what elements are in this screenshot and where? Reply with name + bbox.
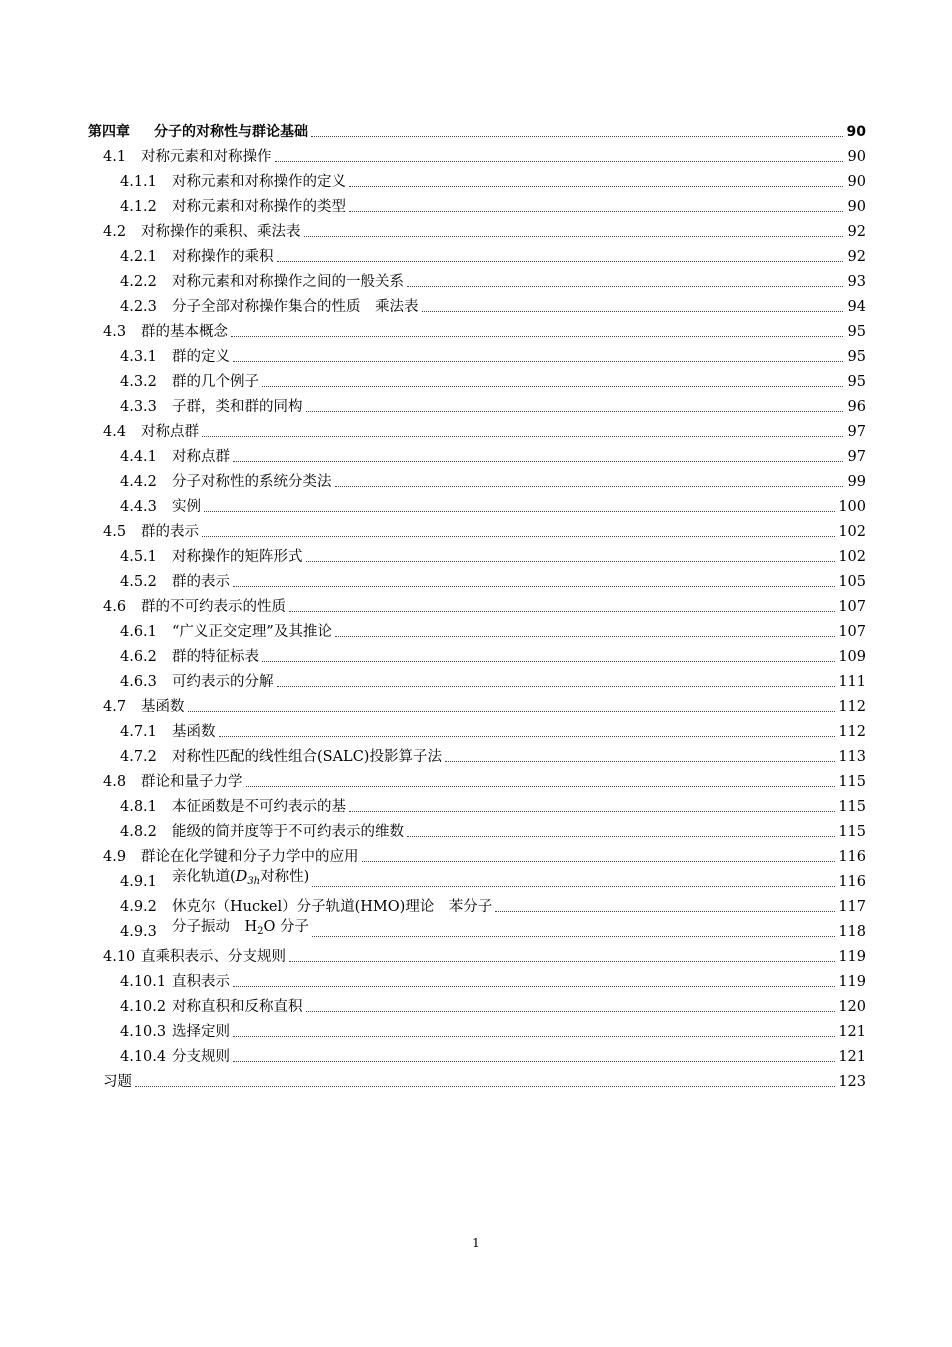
dot-leader xyxy=(422,311,844,312)
toc-entry-title: 群论和量子力学 xyxy=(141,774,243,790)
toc-entry-title: 对称元素和对称操作之间的一般关系 xyxy=(172,274,404,290)
toc-entry[interactable] xyxy=(88,566,866,591)
toc-entry[interactable] xyxy=(88,216,866,241)
toc-entry-title: 分子的对称性与群论基础 xyxy=(154,124,308,140)
toc-entry-title: 子群，类和群的同构 xyxy=(172,399,303,415)
toc-entry-title: 分支规则 xyxy=(172,1049,230,1065)
toc-entry-title: 可约表示的分解 xyxy=(172,674,274,690)
toc-entry-page: 115 xyxy=(838,799,866,815)
toc-entry[interactable] xyxy=(88,1016,866,1041)
toc-entry-title: 对称元素和对称操作 xyxy=(141,149,272,165)
toc-entry-page: 92 xyxy=(847,224,866,240)
toc-entry-number: 4.6.3 xyxy=(120,674,157,690)
dot-leader xyxy=(204,511,835,512)
toc-entry-number: 4.5.1 xyxy=(120,549,157,565)
toc-entry[interactable] xyxy=(88,1041,866,1066)
toc-entry-title: 实例 xyxy=(172,499,201,515)
dot-leader xyxy=(445,761,835,762)
toc-entry-page: 102 xyxy=(838,524,866,540)
toc-entry-title: 直乘积表示、分支规则 xyxy=(141,949,286,965)
dot-leader xyxy=(289,961,835,962)
toc-entry-number: 4.6 xyxy=(103,599,127,615)
toc-entry-number: 4.10.3 xyxy=(120,1024,167,1040)
toc-entry-page: 115 xyxy=(838,824,866,840)
toc-entry-number: 4.10.2 xyxy=(120,999,167,1015)
toc-entry-title: 对称点群 xyxy=(172,449,230,465)
toc-entry[interactable] xyxy=(88,1066,866,1091)
toc-entry-number: 4.1 xyxy=(103,149,127,165)
dot-leader xyxy=(231,336,843,337)
toc-entry[interactable] xyxy=(88,366,866,391)
dot-leader xyxy=(289,611,835,612)
toc-entry-number: 第四章 xyxy=(88,124,130,140)
dot-leader xyxy=(277,686,836,687)
toc-entry[interactable] xyxy=(88,141,866,166)
dot-leader xyxy=(275,161,844,162)
toc-entry-number: 4.5 xyxy=(103,524,127,540)
toc-entry-title: 对称元素和对称操作的类型 xyxy=(172,199,346,215)
toc-entry[interactable] xyxy=(88,841,866,866)
toc-entry[interactable] xyxy=(88,491,866,516)
toc-entry-title: 对称操作的矩阵形式 xyxy=(172,549,303,565)
dot-leader xyxy=(202,536,835,537)
toc-entry-page: 111 xyxy=(838,674,866,690)
toc-entry[interactable] xyxy=(88,341,866,366)
dot-leader xyxy=(233,986,835,987)
toc-entry-number: 4.9.3 xyxy=(120,924,157,940)
toc-entry-number: 4.2.2 xyxy=(120,274,157,290)
toc-entry[interactable] xyxy=(88,591,866,616)
toc-entry[interactable] xyxy=(88,291,866,316)
toc-entry-title: 群的特征标表 xyxy=(172,649,259,665)
toc-entry-number: 4.9 xyxy=(103,849,127,865)
toc-entry-title: 群的表示 xyxy=(141,524,199,540)
toc-entry-number: 4.7.2 xyxy=(120,749,157,765)
toc-entry[interactable] xyxy=(88,441,866,466)
toc-entry-page: 115 xyxy=(838,774,866,790)
toc-entry[interactable] xyxy=(88,966,866,991)
dot-leader xyxy=(335,636,835,637)
toc-entry-title: 基函数 xyxy=(141,699,185,715)
toc-entry-title: 群的不可约表示的性质 xyxy=(141,599,286,615)
dot-leader xyxy=(349,811,835,812)
toc-entry-page: 96 xyxy=(847,399,866,415)
dot-leader xyxy=(262,661,835,662)
toc-entry-page: 112 xyxy=(838,724,866,740)
toc-entry-title: 基函数 xyxy=(172,724,216,740)
dot-leader xyxy=(335,486,844,487)
toc-entry-number: 4.1.1 xyxy=(120,174,157,190)
toc-entry-number: 4.8.1 xyxy=(120,799,157,815)
toc-entry-number: 4.2.1 xyxy=(120,249,157,265)
toc-entry-number: 4.8 xyxy=(103,774,127,790)
toc-entry-title: 群的几个例子 xyxy=(172,374,259,390)
toc-entry-number: 4.9.1 xyxy=(120,874,157,890)
dot-leader xyxy=(135,1086,835,1087)
toc-entry-number: 4.10.4 xyxy=(120,1049,167,1065)
toc-entry-page: 102 xyxy=(838,549,866,565)
toc-entry-title: 对称直积和反称直积 xyxy=(172,999,303,1015)
toc-entry[interactable] xyxy=(88,691,866,716)
toc-entry-title: 群的定义 xyxy=(172,349,230,365)
toc-entry-page: 95 xyxy=(847,374,866,390)
toc-entry[interactable] xyxy=(88,391,866,416)
dot-leader xyxy=(312,936,835,937)
toc-entry[interactable] xyxy=(88,641,866,666)
toc-entry-number: 4.3.2 xyxy=(120,374,157,390)
dot-leader xyxy=(233,461,843,462)
toc-entry-page: 117 xyxy=(838,899,866,915)
toc-entry-page: 121 xyxy=(838,1024,866,1040)
toc-entry-number: 4.2.3 xyxy=(120,299,157,315)
toc-entry-page: 95 xyxy=(847,324,866,340)
toc-entry-page: 95 xyxy=(847,349,866,365)
toc-entry[interactable] xyxy=(88,241,866,266)
toc-entry-title: 能级的简并度等于不可约表示的维数 xyxy=(172,824,404,840)
toc-entry-title: 对称操作的乘积 xyxy=(172,249,274,265)
toc-entry[interactable] xyxy=(88,866,866,891)
toc-entry[interactable] xyxy=(88,766,866,791)
toc-entry-page: 121 xyxy=(838,1049,866,1065)
toc-entry-title: 群的表示 xyxy=(172,574,230,590)
toc-entry-number: 4.1.2 xyxy=(120,199,157,215)
dot-leader xyxy=(304,236,844,237)
dot-leader xyxy=(219,736,836,737)
toc-entry-page: 119 xyxy=(838,974,866,990)
toc-entry-title: 选择定则 xyxy=(172,1024,230,1040)
dot-leader xyxy=(306,1011,836,1012)
toc-entry-title: “广义正交定理”及其推论 xyxy=(172,624,332,640)
toc-entry-number: 4.6.1 xyxy=(120,624,157,640)
toc-entry-number: 4.3.1 xyxy=(120,349,157,365)
toc-entry-number: 4.4 xyxy=(103,424,127,440)
dot-leader xyxy=(495,911,835,912)
dot-leader xyxy=(188,711,836,712)
page-number: 1 xyxy=(472,1236,480,1250)
toc-entry-title: 亲化轨道($D_{3h}$对称性) xyxy=(172,869,310,887)
toc-entry-title: 对称性匹配的线性组合(SALC)投影算子法 xyxy=(172,749,442,765)
dot-leader xyxy=(312,886,835,887)
toc-entry-page: 112 xyxy=(838,699,866,715)
toc-entry[interactable] xyxy=(88,941,866,966)
dot-leader xyxy=(407,286,843,287)
toc-entry[interactable] xyxy=(88,741,866,766)
toc-entry-page: 97 xyxy=(847,424,866,440)
toc-entry[interactable] xyxy=(88,816,866,841)
dot-leader xyxy=(349,211,843,212)
dot-leader xyxy=(202,436,843,437)
toc-entry[interactable] xyxy=(88,791,866,816)
toc-entry[interactable] xyxy=(88,316,866,341)
dot-leader xyxy=(311,136,843,137)
toc-entry-page: 90 xyxy=(847,174,866,190)
toc-entry-number: 4.10.1 xyxy=(120,974,167,990)
toc-entry-number: 4.9.2 xyxy=(120,899,157,915)
dot-leader xyxy=(407,836,835,837)
toc-entry[interactable] xyxy=(88,266,866,291)
toc-entry-page: 90 xyxy=(846,124,866,140)
dot-leader xyxy=(262,386,843,387)
toc-entry-page: 123 xyxy=(838,1074,866,1090)
dot-leader xyxy=(233,1036,835,1037)
toc-entry-title: 群论在化学键和分子力学中的应用 xyxy=(141,849,359,865)
toc-entry-number: 4.3.3 xyxy=(120,399,157,415)
dot-leader xyxy=(233,361,843,362)
toc-entry[interactable] xyxy=(88,416,866,441)
toc-entry-title: 休克尔（Huckel）分子轨道(HMO)理论 苯分子 xyxy=(172,899,493,915)
toc-entry-number: 4.5.2 xyxy=(120,574,157,590)
toc-entry[interactable] xyxy=(88,516,866,541)
toc-entry[interactable] xyxy=(88,466,866,491)
dot-leader xyxy=(362,861,836,862)
toc-entry[interactable] xyxy=(88,716,866,741)
toc-entry-number: 4.7.1 xyxy=(120,724,157,740)
toc-entry[interactable] xyxy=(88,166,866,191)
toc-entry-page: 94 xyxy=(847,299,866,315)
toc-entry-title: 本征函数是不可约表示的基 xyxy=(172,799,346,815)
toc-entry-page: 120 xyxy=(838,999,866,1015)
toc-entry-number: 4.4.3 xyxy=(120,499,157,515)
table-of-contents xyxy=(88,116,866,1091)
toc-entry[interactable] xyxy=(88,616,866,641)
toc-entry[interactable] xyxy=(88,891,866,916)
toc-entry-title: 分子对称性的系统分类法 xyxy=(172,474,332,490)
toc-entry-page: 109 xyxy=(838,649,866,665)
toc-entry-title: 群的基本概念 xyxy=(141,324,228,340)
toc-entry-title: 对称操作的乘积、乘法表 xyxy=(141,224,301,240)
toc-entry-number: 4.8.2 xyxy=(120,824,157,840)
toc-entry-page: 90 xyxy=(847,199,866,215)
toc-entry[interactable] xyxy=(88,116,866,141)
toc-entry-page: 93 xyxy=(847,274,866,290)
toc-entry-number: 4.2 xyxy=(103,224,127,240)
toc-entry-page: 113 xyxy=(838,749,866,765)
toc-entry-page: 119 xyxy=(838,949,866,965)
toc-entry-number: 4.10 xyxy=(103,949,136,965)
toc-entry-title: 习题 xyxy=(103,1074,132,1090)
toc-entry-number: 4.4.2 xyxy=(120,474,157,490)
dot-leader xyxy=(306,561,836,562)
toc-entry-title: 对称元素和对称操作的定义 xyxy=(172,174,346,190)
toc-entry-number: 4.7 xyxy=(103,699,127,715)
toc-entry[interactable] xyxy=(88,991,866,1016)
toc-entry-page: 118 xyxy=(838,924,866,940)
toc-entry-page: 105 xyxy=(838,574,866,590)
toc-entry[interactable] xyxy=(88,541,866,566)
dot-leader xyxy=(306,411,844,412)
toc-entry[interactable] xyxy=(88,916,866,941)
toc-entry-page: 107 xyxy=(838,599,866,615)
dot-leader xyxy=(246,786,836,787)
toc-entry-page: 116 xyxy=(838,874,866,890)
dot-leader xyxy=(277,261,844,262)
toc-entry-number: 4.6.2 xyxy=(120,649,157,665)
dot-leader xyxy=(349,186,843,187)
toc-entry-page: 97 xyxy=(847,449,866,465)
toc-entry-page: 100 xyxy=(838,499,866,515)
toc-entry-title: 分子全部对称操作集合的性质 乘法表 xyxy=(172,299,419,315)
toc-entry-title: 分子振动 $H_2O$ 分子 xyxy=(172,919,310,937)
toc-entry-number: 4.4.1 xyxy=(120,449,157,465)
toc-entry-title: 对称点群 xyxy=(141,424,199,440)
toc-entry-page: 90 xyxy=(847,149,866,165)
dot-leader xyxy=(233,1061,835,1062)
toc-entry-page: 92 xyxy=(847,249,866,265)
toc-entry[interactable] xyxy=(88,191,866,216)
toc-entry[interactable] xyxy=(88,666,866,691)
toc-entry-title: 直积表示 xyxy=(172,974,230,990)
toc-entry-number: 4.3 xyxy=(103,324,127,340)
toc-entry-page: 107 xyxy=(838,624,866,640)
dot-leader xyxy=(233,586,835,587)
toc-entry-page: 99 xyxy=(847,474,866,490)
toc-entry-page: 116 xyxy=(838,849,866,865)
